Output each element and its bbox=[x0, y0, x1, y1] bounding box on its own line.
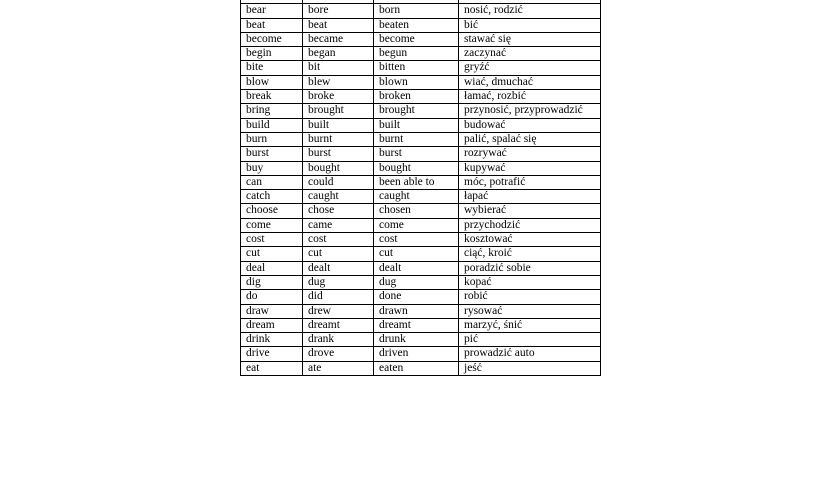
past-participle-cell: burst bbox=[374, 147, 459, 161]
table-row bbox=[241, 275, 601, 289]
past-participle-cell: done bbox=[374, 290, 459, 304]
past-participle-cell: bought bbox=[374, 161, 459, 175]
past-simple-cell: dug bbox=[303, 275, 374, 289]
past-participle-cell: brought bbox=[374, 104, 459, 118]
past-participle-cell: cut bbox=[374, 247, 459, 261]
past-participle-cell: caught bbox=[374, 190, 459, 204]
past-simple-cell: could bbox=[303, 175, 374, 189]
irregular-verbs-table-body bbox=[241, 0, 601, 376]
polish-translation-cell: rozrywać bbox=[459, 147, 601, 161]
base-form-cell: build bbox=[241, 118, 303, 132]
table-row bbox=[241, 4, 601, 18]
base-form-cell: choose bbox=[241, 204, 303, 218]
past-participle-cell: blown bbox=[374, 75, 459, 89]
table-row bbox=[241, 161, 601, 175]
table-row bbox=[241, 233, 601, 247]
table-row bbox=[241, 175, 601, 189]
table-row bbox=[241, 104, 601, 118]
past-participle-cell: driven bbox=[374, 347, 459, 361]
past-simple-cell: dreamt bbox=[303, 318, 374, 332]
base-form-cell: burn bbox=[241, 132, 303, 146]
past-participle-cell: eaten bbox=[374, 361, 459, 375]
past-simple-cell: blew bbox=[303, 75, 374, 89]
past-simple-cell: caught bbox=[303, 190, 374, 204]
past-participle-cell: been able to bbox=[374, 175, 459, 189]
past-participle-cell: begun bbox=[374, 47, 459, 61]
base-form-cell: can bbox=[241, 175, 303, 189]
past-participle-cell: drunk bbox=[374, 333, 459, 347]
table-row bbox=[241, 147, 601, 161]
past-simple-cell: bit bbox=[303, 61, 374, 75]
base-form-cell: come bbox=[241, 218, 303, 232]
past-participle-cell: bitten bbox=[374, 61, 459, 75]
past-simple-cell: came bbox=[303, 218, 374, 232]
past-simple-cell: became bbox=[303, 32, 374, 46]
polish-translation-cell: przynosić, przyprowadzić bbox=[459, 104, 601, 118]
polish-translation-cell: rysować bbox=[459, 304, 601, 318]
past-simple-cell: burst bbox=[303, 147, 374, 161]
table-row bbox=[241, 318, 601, 332]
past-participle-cell: come bbox=[374, 218, 459, 232]
base-form-cell: drive bbox=[241, 347, 303, 361]
past-participle-cell: broken bbox=[374, 90, 459, 104]
past-simple-cell: beat bbox=[303, 18, 374, 32]
past-participle-cell: dealt bbox=[374, 261, 459, 275]
past-participle-cell: cost bbox=[374, 233, 459, 247]
polish-translation-cell: łamać, rozbić bbox=[459, 90, 601, 104]
polish-translation-cell: wybierać bbox=[459, 204, 601, 218]
past-simple-cell: did bbox=[303, 290, 374, 304]
past-simple-cell: brought bbox=[303, 104, 374, 118]
polish-translation-cell: zaczynać bbox=[459, 47, 601, 61]
past-simple-cell: began bbox=[303, 47, 374, 61]
base-form-cell: dig bbox=[241, 275, 303, 289]
base-form-cell: buy bbox=[241, 161, 303, 175]
table-row bbox=[241, 347, 601, 361]
past-simple-cell: bought bbox=[303, 161, 374, 175]
table-row bbox=[241, 190, 601, 204]
past-participle-cell: dug bbox=[374, 275, 459, 289]
table-row bbox=[241, 18, 601, 32]
base-form-cell: eat bbox=[241, 361, 303, 375]
base-form-cell: burst bbox=[241, 147, 303, 161]
base-form-cell: bring bbox=[241, 104, 303, 118]
past-participle-cell: beaten bbox=[374, 18, 459, 32]
table-row bbox=[241, 247, 601, 261]
past-simple-cell: ate bbox=[303, 361, 374, 375]
table-row bbox=[241, 90, 601, 104]
polish-translation-cell: kosztować bbox=[459, 233, 601, 247]
polish-translation-cell: gryźć bbox=[459, 61, 601, 75]
table-row bbox=[241, 47, 601, 61]
polish-translation-cell: nosić, rodzić bbox=[459, 4, 601, 18]
polish-translation-cell: bić bbox=[459, 18, 601, 32]
past-simple-cell: cut bbox=[303, 247, 374, 261]
past-simple-cell: broke bbox=[303, 90, 374, 104]
polish-translation-cell: pić bbox=[459, 333, 601, 347]
past-simple-cell: chose bbox=[303, 204, 374, 218]
table-row bbox=[241, 75, 601, 89]
polish-translation-cell: palić, spalać się bbox=[459, 132, 601, 146]
past-participle-cell: chosen bbox=[374, 204, 459, 218]
base-form-cell: blow bbox=[241, 75, 303, 89]
base-form-cell: cut bbox=[241, 247, 303, 261]
past-participle-cell: dreamt bbox=[374, 318, 459, 332]
past-simple-cell: cost bbox=[303, 233, 374, 247]
base-form-cell: deal bbox=[241, 261, 303, 275]
polish-translation-cell: robić bbox=[459, 290, 601, 304]
past-simple-cell: drew bbox=[303, 304, 374, 318]
table-row bbox=[241, 61, 601, 75]
polish-translation-cell: budować bbox=[459, 118, 601, 132]
polish-translation-cell: poradzić sobie bbox=[459, 261, 601, 275]
polish-translation-cell: jeść bbox=[459, 361, 601, 375]
past-simple-cell: dealt bbox=[303, 261, 374, 275]
base-form-cell: dream bbox=[241, 318, 303, 332]
base-form-cell: begin bbox=[241, 47, 303, 61]
base-form-cell: bear bbox=[241, 4, 303, 18]
table-row bbox=[241, 333, 601, 347]
base-form-cell: catch bbox=[241, 190, 303, 204]
polish-translation-cell: stawać się bbox=[459, 32, 601, 46]
polish-translation-cell: ciąć, kroić bbox=[459, 247, 601, 261]
table-row bbox=[241, 132, 601, 146]
table-row bbox=[241, 304, 601, 318]
table-row bbox=[241, 290, 601, 304]
irregular-verbs-table bbox=[240, 0, 601, 376]
base-form-cell: bite bbox=[241, 61, 303, 75]
past-participle-cell: become bbox=[374, 32, 459, 46]
table-row bbox=[241, 261, 601, 275]
past-simple-cell: drank bbox=[303, 333, 374, 347]
table-row bbox=[241, 361, 601, 375]
table-row bbox=[241, 218, 601, 232]
past-participle-cell: burnt bbox=[374, 132, 459, 146]
past-participle-cell: drawn bbox=[374, 304, 459, 318]
past-participle-cell: born bbox=[374, 4, 459, 18]
past-participle-cell: built bbox=[374, 118, 459, 132]
past-simple-cell: built bbox=[303, 118, 374, 132]
polish-translation-cell: móc, potrafić bbox=[459, 175, 601, 189]
polish-translation-cell: marzyć, śnić bbox=[459, 318, 601, 332]
base-form-cell: drink bbox=[241, 333, 303, 347]
base-form-cell: break bbox=[241, 90, 303, 104]
past-simple-cell: drove bbox=[303, 347, 374, 361]
polish-translation-cell: wiać, dmuchać bbox=[459, 75, 601, 89]
polish-translation-cell: kupywać bbox=[459, 161, 601, 175]
polish-translation-cell: łapać bbox=[459, 190, 601, 204]
table-row bbox=[241, 204, 601, 218]
base-form-cell: do bbox=[241, 290, 303, 304]
polish-translation-cell: prowadzić auto bbox=[459, 347, 601, 361]
base-form-cell: beat bbox=[241, 18, 303, 32]
past-simple-cell: burnt bbox=[303, 132, 374, 146]
table-row bbox=[241, 118, 601, 132]
polish-translation-cell: kopać bbox=[459, 275, 601, 289]
base-form-cell: become bbox=[241, 32, 303, 46]
base-form-cell: cost bbox=[241, 233, 303, 247]
polish-translation-cell: przychodzić bbox=[459, 218, 601, 232]
table-row bbox=[241, 32, 601, 46]
past-simple-cell: bore bbox=[303, 4, 374, 18]
base-form-cell: draw bbox=[241, 304, 303, 318]
